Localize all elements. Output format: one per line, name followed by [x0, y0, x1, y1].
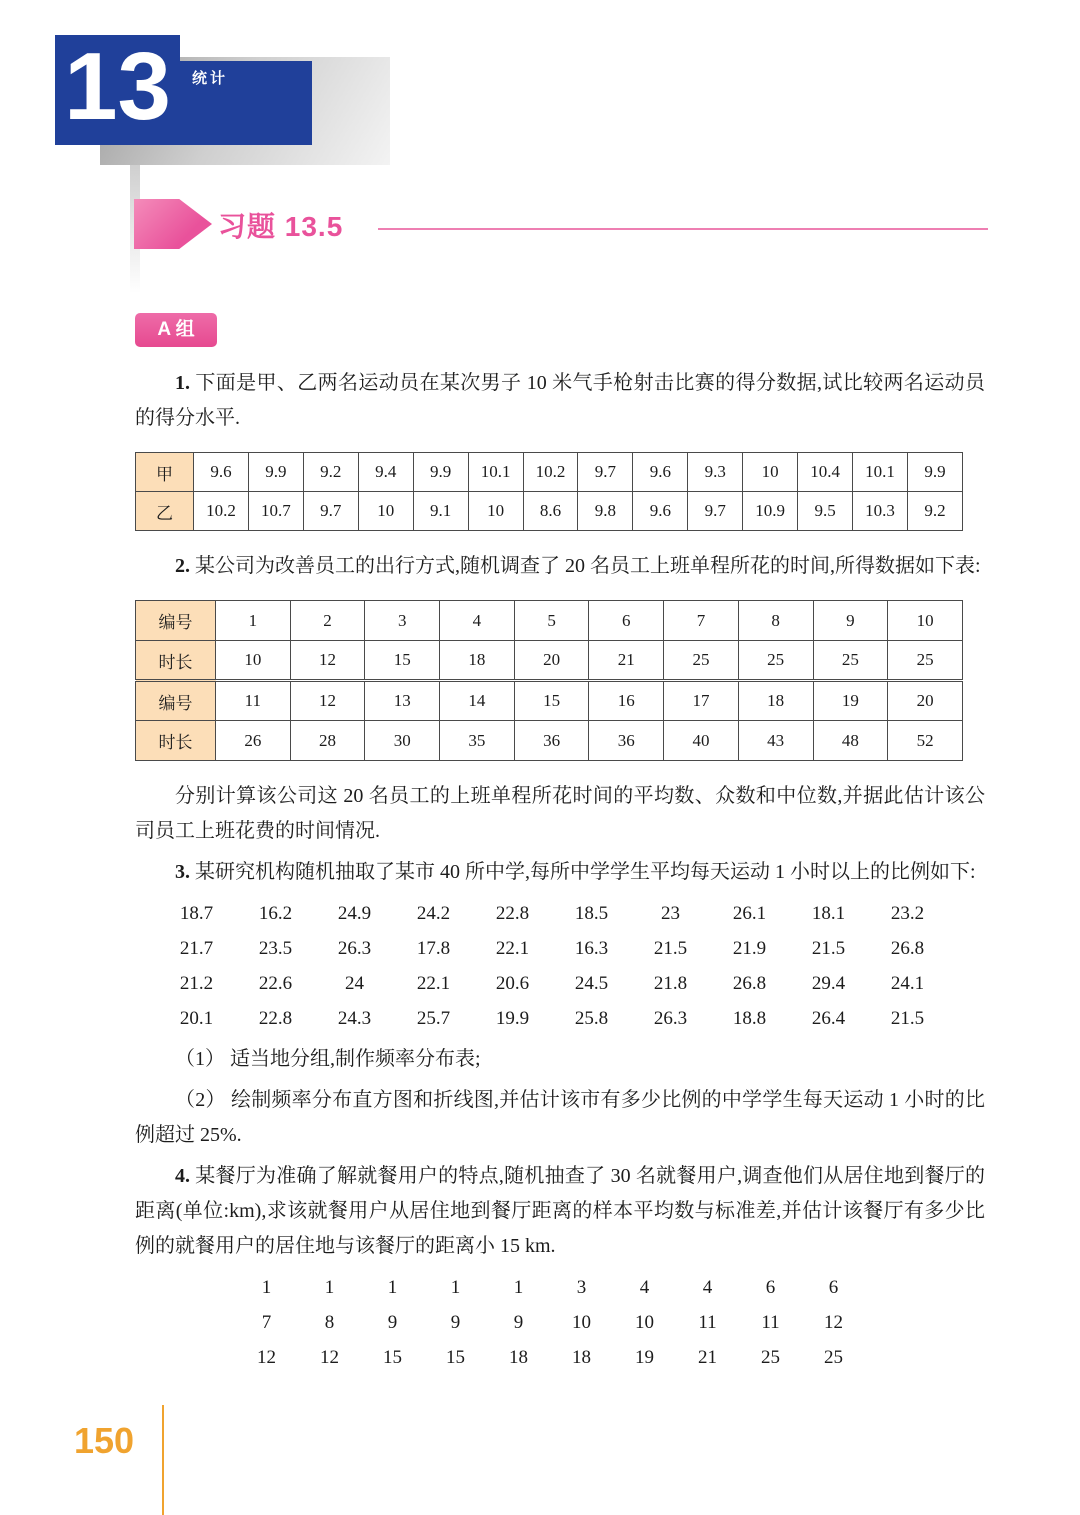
data-value: 9 [387, 1312, 398, 1333]
data-value: 25.8 [574, 1008, 609, 1029]
table-cell: 15 [365, 641, 440, 681]
table-cell: 3 [365, 601, 440, 641]
data-value: 22.1 [416, 973, 451, 994]
table-cell: 9.7 [578, 453, 633, 492]
table-row [136, 601, 963, 641]
problem-1-table [135, 452, 963, 531]
problem-3-data-grid [157, 896, 947, 1036]
data-value: 18 [572, 1347, 591, 1368]
data-value: 22.8 [495, 903, 530, 924]
table-cell: 20 [888, 681, 963, 721]
problem-3-text: 某研究机构随机抽取了某市 40 所中学,每所中学学生平均每天运动 1 小时以上的比例如下: [195, 861, 976, 883]
page-number-rule [162, 1405, 164, 1515]
data-value: 16.3 [574, 938, 609, 959]
problem-3-item-1: （1） 适当地分组,制作频率分布表; [175, 1048, 481, 1070]
table-cell: 10 [358, 492, 413, 531]
row-header-cell: 编号 [136, 601, 216, 641]
row-header-cell: 乙 [136, 492, 194, 531]
table-cell: 10.1 [853, 453, 908, 492]
table-cell: 9 [813, 601, 888, 641]
table-cell: 10.3 [853, 492, 908, 531]
table-cell: 9.3 [688, 453, 743, 492]
chapter-label-bar [180, 61, 312, 145]
data-value: 12 [320, 1347, 339, 1368]
data-value: 18 [509, 1347, 528, 1368]
data-value: 10 [572, 1312, 591, 1333]
table-cell: 10.4 [798, 453, 853, 492]
table-cell: 9.7 [303, 492, 358, 531]
data-value: 18.1 [811, 903, 846, 924]
data-value: 21 [698, 1347, 717, 1368]
data-value: 12 [257, 1347, 276, 1368]
problem-2-number: 2. [175, 555, 190, 577]
table-cell: 13 [365, 681, 440, 721]
problem-4-number: 4. [175, 1165, 190, 1187]
data-value: 1 [261, 1277, 272, 1298]
table-cell: 5 [514, 601, 589, 641]
table-row [136, 681, 963, 721]
data-value: 4 [702, 1277, 713, 1298]
data-value: 29.4 [811, 973, 846, 994]
table-cell: 40 [664, 721, 739, 761]
row-header-cell: 甲 [136, 453, 194, 492]
data-value: 26.8 [890, 938, 925, 959]
data-value: 22.8 [258, 1008, 293, 1029]
table-cell: 12 [290, 681, 365, 721]
table-cell: 9.9 [413, 453, 468, 492]
data-value: 6 [828, 1277, 839, 1298]
table-cell: 10 [468, 492, 523, 531]
data-value: 19 [635, 1347, 654, 1368]
data-value: 22.1 [495, 938, 530, 959]
table-cell: 16 [589, 681, 664, 721]
data-value: 18.5 [574, 903, 609, 924]
table-row [136, 492, 963, 531]
data-value: 21.9 [732, 938, 767, 959]
data-value: 11 [698, 1312, 717, 1333]
section-header [130, 195, 990, 257]
data-value: 24.3 [337, 1008, 372, 1029]
table-cell: 52 [888, 721, 963, 761]
table-cell: 9.4 [358, 453, 413, 492]
table-cell: 9.9 [248, 453, 303, 492]
row-header-cell: 时长 [136, 721, 216, 761]
table-cell: 25 [738, 641, 813, 681]
table-cell: 6 [589, 601, 664, 641]
table-cell: 8.6 [523, 492, 578, 531]
data-value: 21.5 [811, 938, 846, 959]
problem-2-followup: 分别计算该公司这 20 名员工的上班单程所花时间的平均数、众数和中位数,并据此估计该公司员工上班花费的时间情况. [135, 785, 985, 842]
data-value: 1 [387, 1277, 398, 1298]
data-value: 23.2 [890, 903, 925, 924]
data-value: 18.7 [179, 903, 214, 924]
problem-1-statement [135, 366, 985, 436]
data-value: 24 [345, 973, 364, 994]
data-value: 3 [576, 1277, 587, 1298]
data-value: 18.8 [732, 1008, 767, 1029]
data-value: 20.1 [179, 1008, 214, 1029]
table-cell: 36 [589, 721, 664, 761]
chapter-number: 13 [55, 35, 180, 145]
table-cell: 4 [440, 601, 515, 641]
table-cell: 18 [440, 641, 515, 681]
data-value: 23 [661, 903, 680, 924]
table-cell: 10.2 [523, 453, 578, 492]
problem-3-number: 3. [175, 861, 190, 883]
data-value: 11 [761, 1312, 780, 1333]
section-title: 习题 13.5 [218, 211, 344, 242]
data-value: 26.1 [732, 903, 767, 924]
data-value: 24.1 [890, 973, 925, 994]
data-value: 15 [446, 1347, 465, 1368]
data-value: 6 [765, 1277, 776, 1298]
table-cell: 19 [813, 681, 888, 721]
table-cell: 9.6 [633, 492, 688, 531]
data-value: 25.7 [416, 1008, 451, 1029]
data-value: 25 [824, 1347, 843, 1368]
table-cell: 10.7 [248, 492, 303, 531]
table-cell: 9.6 [194, 453, 249, 492]
data-value: 21.5 [653, 938, 688, 959]
data-value: 21.7 [179, 938, 214, 959]
table-cell: 48 [813, 721, 888, 761]
problem-3-statement [135, 855, 985, 890]
problem-4-statement [135, 1159, 985, 1264]
table-cell: 9.6 [633, 453, 688, 492]
table-cell: 11 [216, 681, 291, 721]
table-cell: 20 [514, 641, 589, 681]
data-value: 4 [639, 1277, 650, 1298]
data-value: 9 [513, 1312, 524, 1333]
table-cell: 21 [589, 641, 664, 681]
data-value: 24.9 [337, 903, 372, 924]
page-number: 150 [74, 1420, 135, 1461]
problem-3-item-2: （2） 绘制频率分布直方图和折线图,并估计该市有多少比例的中学学生每天运动 1 小时的比例超过 25%. [135, 1089, 985, 1146]
data-value: 25 [761, 1347, 780, 1368]
table-cell: 9.2 [303, 453, 358, 492]
table-cell: 7 [664, 601, 739, 641]
table-cell: 25 [813, 641, 888, 681]
row-header-cell: 时长 [136, 641, 216, 681]
problem-2-statement [135, 549, 985, 584]
data-value: 16.2 [258, 903, 293, 924]
chapter-label: 统计 [192, 70, 229, 87]
data-value: 22.6 [258, 973, 293, 994]
table-cell: 2 [290, 601, 365, 641]
table-cell: 10 [888, 601, 963, 641]
table-cell: 36 [514, 721, 589, 761]
data-value: 19.9 [495, 1008, 530, 1029]
data-value: 26.4 [811, 1008, 846, 1029]
content-area [135, 360, 985, 1377]
table-cell: 9.9 [907, 453, 962, 492]
data-value: 10 [635, 1312, 654, 1333]
problem-4-text: 某餐厅为准确了解就餐用户的特点,随机抽查了 30 名就餐用户,调查他们从居住地到餐厅的距离(单位:km),求该就餐用户从居住地到餐厅距离的样本平均数与标准差,并估计该餐厅有多少比例的就餐用户的居住地与该餐厅的距离小 15 km. [135, 1165, 986, 1257]
data-value: 1 [513, 1277, 524, 1298]
table-cell: 10.9 [743, 492, 798, 531]
data-value: 21.2 [179, 973, 214, 994]
data-value: 12 [824, 1312, 843, 1333]
problem-1-text: 下面是甲、乙两名运动员在某次男子 10 米气手枪射击比赛的得分数据,试比较两名运动员的得分水平. [135, 372, 985, 429]
data-value: 15 [383, 1347, 402, 1368]
data-value: 17.8 [416, 938, 451, 959]
table-cell: 26 [216, 721, 291, 761]
data-value: 26.8 [732, 973, 767, 994]
data-value: 9 [450, 1312, 461, 1333]
data-value: 26.3 [653, 1008, 688, 1029]
table-cell: 15 [514, 681, 589, 721]
table-cell: 1 [216, 601, 291, 641]
table-cell: 14 [440, 681, 515, 721]
row-header-cell: 编号 [136, 681, 216, 721]
table-cell: 9.5 [798, 492, 853, 531]
data-value: 8 [324, 1312, 335, 1333]
table-cell: 10 [216, 641, 291, 681]
table-cell: 9.7 [688, 492, 743, 531]
table-cell: 25 [664, 641, 739, 681]
problem-2-text: 某公司为改善员工的出行方式,随机调查了 20 名员工上班单程所花的时间,所得数据如下表: [195, 555, 981, 577]
table-cell: 35 [440, 721, 515, 761]
table-cell: 17 [664, 681, 739, 721]
table-row [136, 721, 963, 761]
data-value: 1 [324, 1277, 335, 1298]
chapter-header [55, 35, 395, 170]
data-value: 21.8 [653, 973, 688, 994]
table-cell: 10.1 [468, 453, 523, 492]
data-value: 24.5 [574, 973, 609, 994]
data-value: 21.5 [890, 1008, 925, 1029]
arrow-right-icon [134, 199, 212, 249]
data-value: 24.2 [416, 903, 451, 924]
data-value: 23.5 [258, 938, 293, 959]
data-value: 1 [450, 1277, 461, 1298]
table-cell: 10 [743, 453, 798, 492]
table-cell: 10.2 [194, 492, 249, 531]
table-cell: 18 [738, 681, 813, 721]
table-cell: 9.2 [907, 492, 962, 531]
data-value: 7 [261, 1312, 272, 1333]
table-row [136, 453, 963, 492]
problem-2-table [135, 600, 963, 761]
problem-4-data-grid [235, 1270, 865, 1375]
problem-1-number: 1. [175, 372, 190, 394]
table-cell: 9.1 [413, 492, 468, 531]
table-row [136, 641, 963, 681]
group-a-badge: A 组 [135, 313, 217, 347]
table-cell: 12 [290, 641, 365, 681]
table-cell: 25 [888, 641, 963, 681]
table-cell: 43 [738, 721, 813, 761]
table-cell: 9.8 [578, 492, 633, 531]
table-cell: 28 [290, 721, 365, 761]
data-value: 20.6 [495, 973, 530, 994]
table-cell: 8 [738, 601, 813, 641]
section-title-rule [378, 228, 988, 230]
table-cell: 30 [365, 721, 440, 761]
data-value: 26.3 [337, 938, 372, 959]
